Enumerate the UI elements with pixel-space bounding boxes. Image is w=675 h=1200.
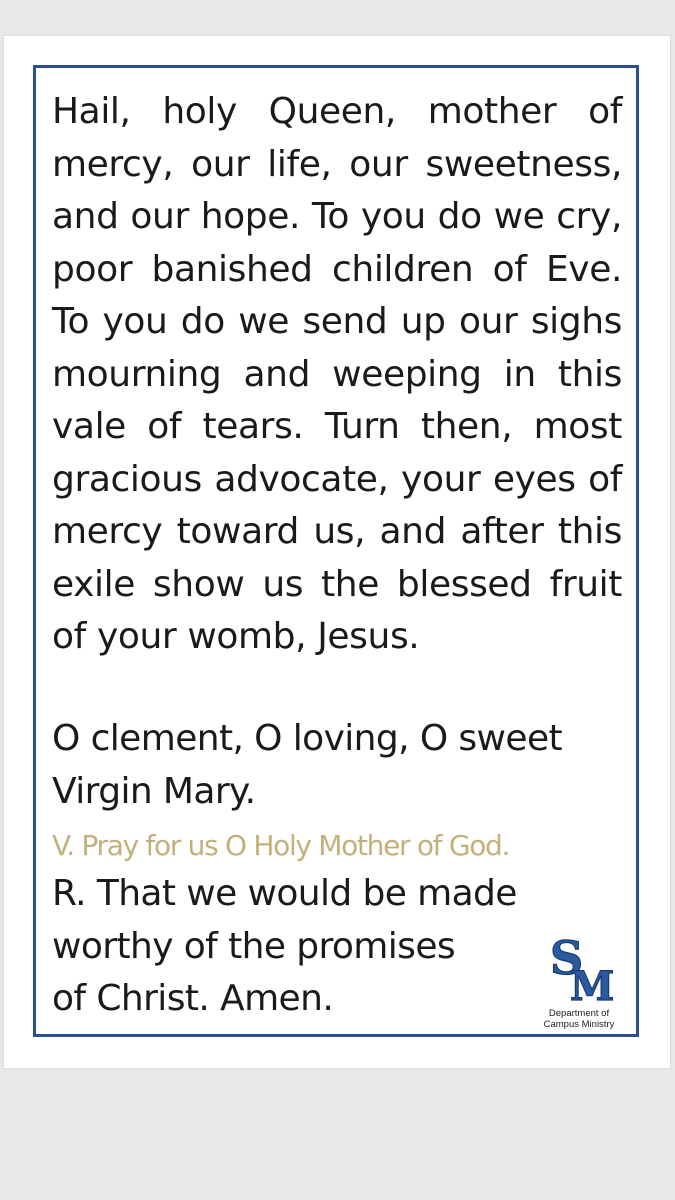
cross-icon [589, 936, 600, 952]
response-line-2: worthy of the promises [52, 925, 456, 967]
closing-line-1: O clement, O loving, O sweet [52, 718, 563, 759]
closing-line-2: Virgin Mary. [52, 770, 256, 812]
logo-letter-s: S [550, 931, 584, 985]
sm-logo [548, 930, 614, 1002]
logo-letter-m: M [570, 963, 614, 1002]
prayer-closing [52, 713, 622, 818]
department-line-2: Campus Ministry [543, 1019, 615, 1030]
department-line-1: Department of [548, 1008, 610, 1019]
department-label [524, 1008, 634, 1030]
response-line-1: R. That we would be made [52, 873, 517, 914]
response-text [52, 868, 572, 1026]
prayer-body: Hail, holy Queen, mother of mercy, our life, our sweetness, and our hope. To you do we cry, poor banished children of Eve. To you do we send up our sighs mourning and weeping in this vale of tears. Turn then, most gracious advocate, your eyes of mercy toward us, and after this exile show us the blessed fruit of your womb, Jesus. [52, 91, 622, 657]
versicle-line: V. Pray for us O Holy Mother of God. [52, 829, 510, 862]
prayer-frame [33, 65, 639, 1037]
response-line-3: of Christ. Amen. [52, 978, 334, 1019]
prayer-card [4, 36, 670, 1068]
